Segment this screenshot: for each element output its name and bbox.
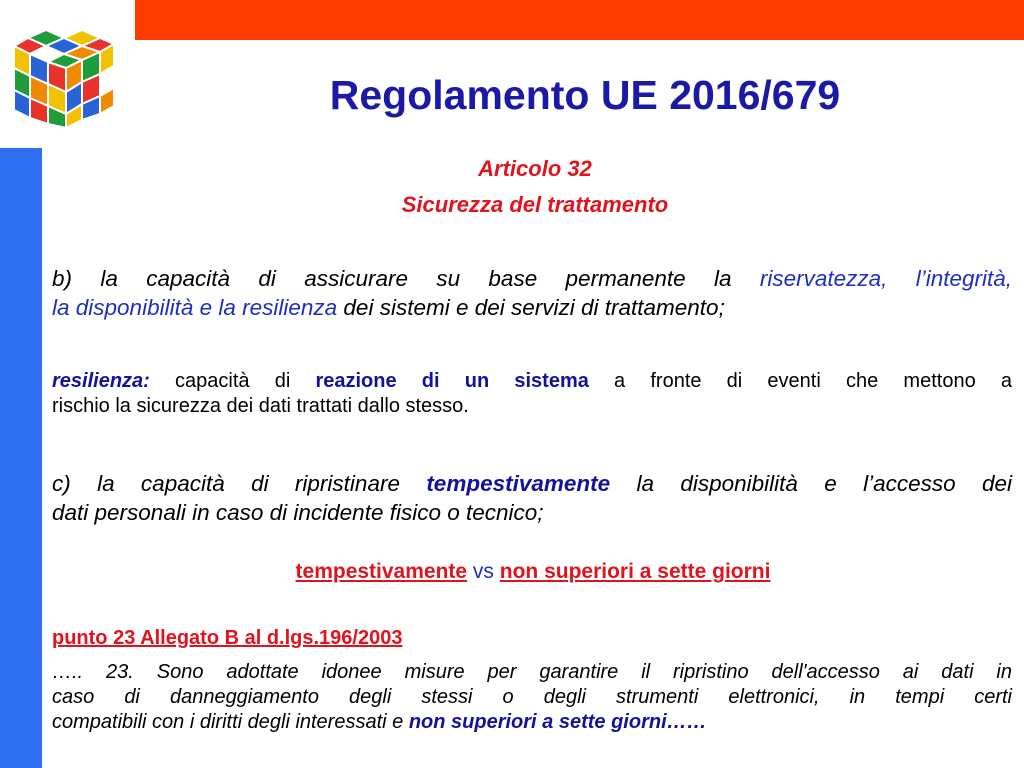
paragraph-c bbox=[52, 469, 1012, 527]
punto-line-3 bbox=[52, 710, 1012, 735]
top-accent-bar bbox=[135, 0, 1024, 40]
punto-line-1: ….. 23. Sono adottate idonee misure per garantire il ripristino dell'accesso ai dati in bbox=[52, 661, 1012, 683]
resilienza-line-1 bbox=[52, 369, 1012, 394]
paragraph-c-highlight: tempestivamente bbox=[426, 471, 611, 496]
comparison-left: tempestivamente bbox=[295, 560, 468, 583]
resilienza-text-2: a fronte di eventi che mettono a bbox=[588, 370, 1013, 392]
paragraph-c-line-1 bbox=[52, 469, 1012, 498]
paragraph-c-line-2: dati personali in caso di incidente fisico o tecnico; bbox=[52, 500, 544, 525]
paragraph-b bbox=[52, 264, 1012, 322]
left-accent-bar bbox=[0, 148, 42, 768]
resilienza-line-2: rischio la sicurezza dei dati trattati dallo stesso. bbox=[52, 395, 469, 417]
slide-title: Regolamento UE 2016/679 bbox=[329, 72, 841, 118]
paragraph-b-line-2 bbox=[52, 293, 1012, 322]
paragraph-b-text-2: dei sistemi e dei servizi di trattamento; bbox=[337, 295, 725, 320]
resilienza-highlight: reazione di un sistema bbox=[315, 370, 589, 392]
paragraph-b-highlight-2: la disponibilità e la resilienza bbox=[52, 295, 338, 320]
paragraph-b-highlight: riservatezza, l’integrità, bbox=[759, 266, 1013, 291]
article-number: Articolo 32 bbox=[478, 156, 592, 181]
punto-highlight: non superiori a sette giorni…… bbox=[408, 711, 707, 733]
paragraph-c-text-2: la disponibilità e l’accesso dei bbox=[610, 471, 1013, 496]
comparison-vs: vs bbox=[467, 560, 500, 583]
resilienza-term: resilienza: bbox=[52, 370, 150, 392]
comparison-right: non superiori a sette giorni bbox=[499, 560, 771, 583]
punto-text-3: compatibili con i diritti degli interessati e bbox=[52, 711, 409, 733]
resilienza-text: capacità di bbox=[149, 370, 316, 392]
punto-text bbox=[52, 660, 1012, 735]
punto-line-2: caso di danneggiamento degli stessi o degli strumenti elettronici, in tempi certi bbox=[52, 686, 1012, 708]
comparison-line bbox=[42, 560, 1024, 584]
resilienza-definition bbox=[52, 369, 1012, 419]
paragraph-b-text: b) la capacità di assicurare su base permanente la bbox=[52, 266, 760, 291]
paragraph-b-line-1 bbox=[52, 264, 1012, 293]
rubiks-cube-logo-icon bbox=[12, 20, 116, 128]
punto-heading: punto 23 Allegato B al d.lgs.196/2003 bbox=[52, 627, 403, 649]
paragraph-c-text: c) la capacità di ripristinare bbox=[52, 471, 427, 496]
article-heading: Sicurezza del trattamento bbox=[401, 192, 669, 217]
